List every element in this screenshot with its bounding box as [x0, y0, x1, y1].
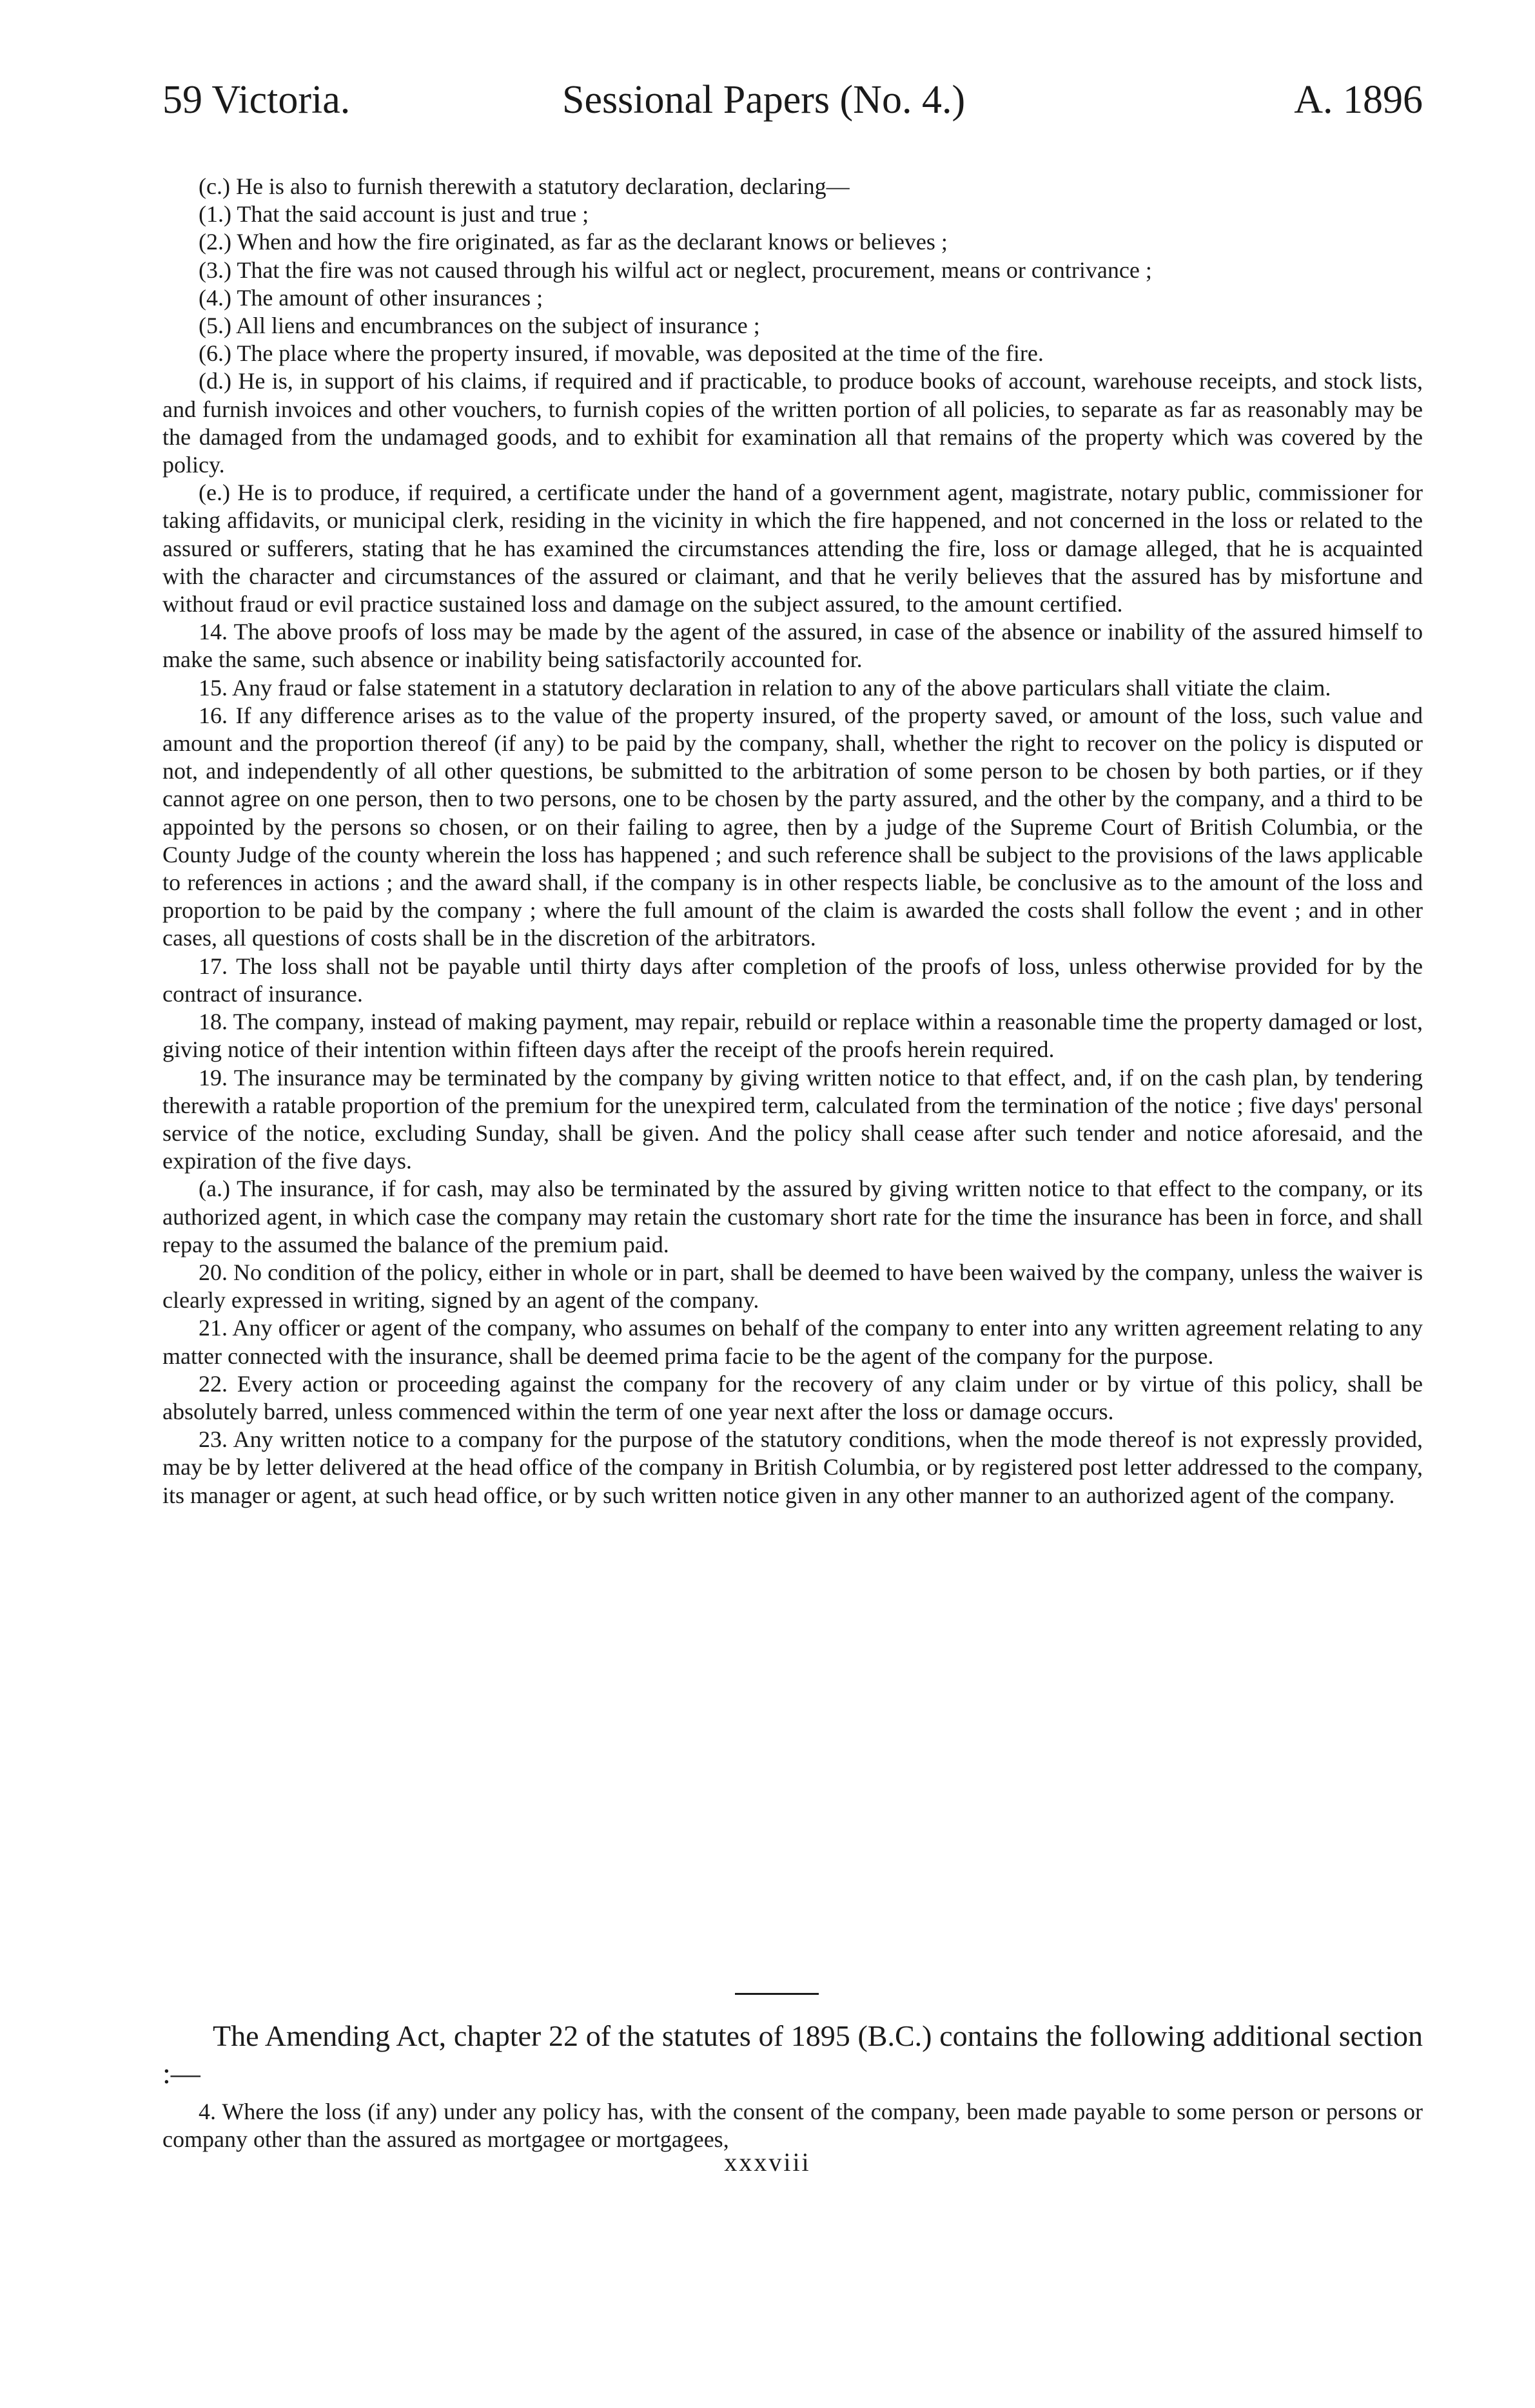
condition-18: 18. The company, instead of making payment, may repair, rebuild or replace within a reasonable time the property damaged or lost, giving notice of their intention within fifteen days after the receipt of the proofs herein required.: [162, 1009, 1423, 1063]
header-series-title: Sessional Papers (No. 4.): [562, 78, 966, 122]
section-4-text: 4. Where the loss (if any) under any policy has, with the consent of the company, been made payable to some person or persons or company other than the assured as mortgagee or mortgagees,: [162, 2099, 1423, 2153]
condition-19a: (a.) The insurance, if for cash, may also be terminated by the assured by giving written notice to that effect to the company, or its authorized agent, in which case the company may retain the customary short rate for the time the insurance has been in force, and shall repay to the assumed the balance of the premium paid.: [162, 1176, 1423, 1257]
condition-14: 14. The above proofs of loss may be made by the agent of the assured, in case of the absence or inability of the assured himself to make the same, such absence or inability being satisfactorily accounted for.: [162, 619, 1423, 673]
condition-15: 15. Any fraud or false statement in a statutory declaration in relation to any of the above particulars shall vitiate the claim.: [199, 674, 1331, 701]
running-header: [162, 71, 1423, 129]
paragraph-c: (c.) He is also to furnish therewith a statutory declaration, declaring—: [199, 173, 850, 199]
header-regnal-year: 59 Victoria.: [162, 78, 351, 122]
paragraph-5: (5.) All liens and encumbrances on the subject of insurance ;: [199, 313, 760, 339]
condition-21: 21. Any officer or agent of the company, who assumes on behalf of the company to enter into any written agreement relating to any matter connected with the insurance, shall be deemed prima facie to be the agent of the company for the purpose.: [162, 1315, 1423, 1369]
paragraph-6: (6.) The place where the property insured, if movable, was deposited at the time of the fire.: [199, 340, 1044, 367]
paragraph-3: (3.) That the fire was not caused through his wilful act or neglect, procurement, means or contrivance ;: [199, 257, 1152, 283]
paragraph-e: (e.) He is to produce, if required, a certificate under the hand of a government agent, magistrate, notary public, commissioner for taking affidavits, or municipal clerk, residing in the vicinity in which the fire happened, and not concerned in the loss or related to the assured or sufferers, stating that he has examined the circumstances attending the fire, loss or damage alleged, that he is acquainted with the character and circumstances of the assured or claimant, and that he verily believes that the assured has by misfortune and without fraud or evil practice sustained loss and damage on the subject assured, to the amount certified.: [162, 480, 1423, 617]
condition-22: 22. Every action or proceeding against the company for the recovery of any claim under or by virtue of this policy, shall be absolutely barred, unless commenced within the term of one year next after the loss or damage occurs.: [162, 1370, 1423, 1424]
condition-19: 19. The insurance may be terminated by the company by giving written notice to that effect, and, if on the cash plan, by tendering therewith a ratable proportion of the premium for the unexpired term, calculated from the termination of the notice ; five days' personal service of the notice, excluding Sunday, shall be given. And the policy shall cease after such tender and notice aforesaid, and the expiration of the five days.: [162, 1064, 1423, 1174]
paragraph-2: (2.) When and how the fire originated, as far as the declarant knows or believes ;: [199, 229, 948, 255]
statutory-conditions-text: [162, 173, 1423, 1510]
condition-16: 16. If any difference arises as to the value of the property insured, of the property saved, or amount of the loss, such value and amount and the proportion thereof (if any) to be paid by the company, shall, whether the right to recover on the policy is disputed or not, and independently of all other questions, be submitted to the arbitration of some person to be chosen by both parties, or if they cannot agree on one person, then to two persons, one to be chosen by the party assured, and the other by the company, and a third to be appointed by the persons so chosen, or on their failing to agree, then by a judge of the Supreme Court of British Columbia, or the County Judge of the county wherein the loss has happened ; and such reference shall be subject to the provisions of the laws applicable to references in actions ; and the award shall, if the company is in other respects liable, be conclusive as to the amount of the loss and proportion to be paid by the company ; where the full amount of the claim is awarded the costs shall follow the event ; and in other cases, all questions of costs shall be in the discretion of the arbitrators.: [162, 702, 1423, 951]
header-year: A. 1896: [1294, 78, 1423, 122]
paragraph-4: (4.) The amount of other insurances ;: [199, 284, 543, 311]
page-folio: xxxviii: [724, 2148, 811, 2177]
section-4-block: [162, 2098, 1423, 2153]
amending-act-heading: [162, 2017, 1423, 2092]
amending-act-text: The Amending Act, chapter 22 of the statutes of 1895 (B.C.) contains the following additional section :—: [162, 2019, 1423, 2090]
condition-20: 20. No condition of the policy, either in whole or in part, shall be deemed to have been waived by the company, unless the waiver is clearly expressed in writing, signed by an agent of the company.: [162, 1259, 1423, 1314]
condition-17: 17. The loss shall not be payable until thirty days after completion of the proofs of loss, unless otherwise provided for by the contract of insurance.: [162, 953, 1423, 1007]
condition-23: 23. Any written notice to a company for the purpose of the statutory conditions, when the mode thereof is not expressly provided, may be by letter delivered at the head office of the company in British Columbia, or by registered post letter addressed to the company, its manager or agent, at such head office, or by such written notice given in any other manner to an authorized agent of the company.: [162, 1426, 1423, 1508]
paragraph-1: (1.) That the said account is just and true ;: [199, 201, 589, 228]
section-divider: [735, 1993, 819, 1995]
paragraph-d: (d.) He is, in support of his claims, if required and if practicable, to produce books of account, warehouse receipts, and stock lists, and furnish invoices and other vouchers, to furnish copies of the written portion of all policies, to separate as far as reasonably may be the damaged from the undamaged goods, and to exhibit for examination all that remains of the property which was covered by the policy.: [162, 368, 1423, 478]
